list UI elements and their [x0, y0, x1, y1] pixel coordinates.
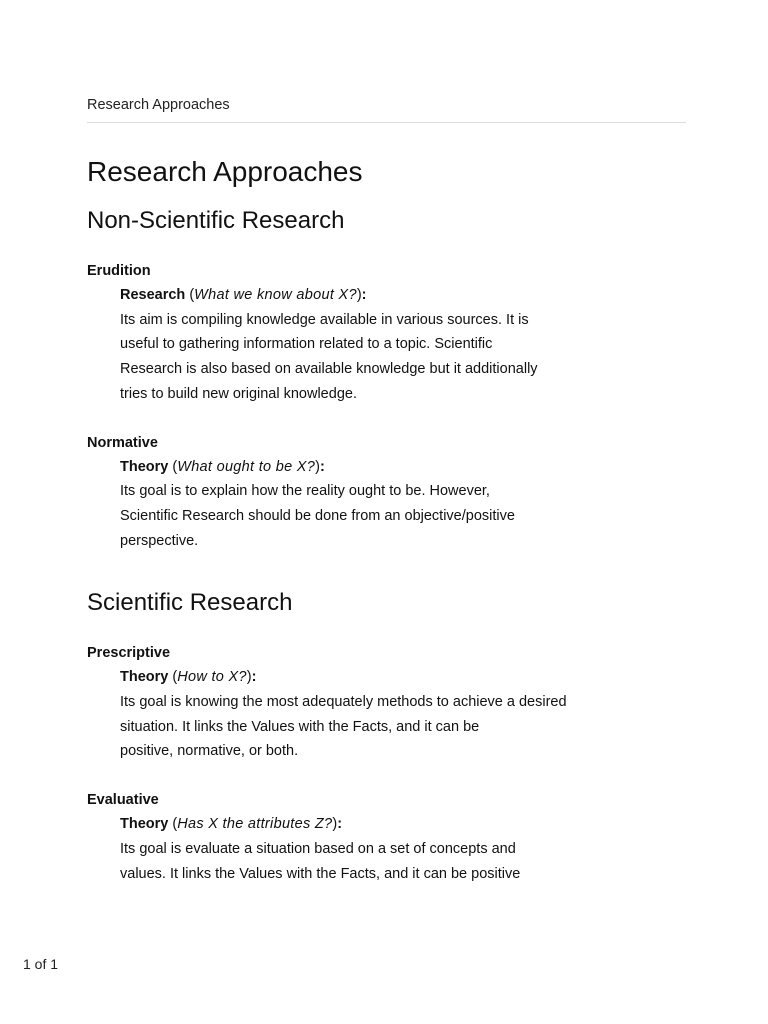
term-label-line: Theory (Has X the attributes Z?): — [120, 816, 343, 833]
term-label: Theory — [120, 458, 169, 475]
description-line: values. It links the Values with the Facts, and it can be positive — [120, 865, 521, 882]
term-label: Research — [120, 287, 186, 303]
term-name: Normative — [87, 434, 158, 451]
term-question: What ought to be X? — [177, 458, 316, 475]
running-title: Research Approaches — [87, 97, 230, 113]
description-line: tries to build new original knowledge. — [120, 385, 357, 402]
term-block — [87, 431, 687, 554]
term-name: Erudition — [87, 263, 151, 279]
term-label-line: Theory (What ought to be X?): — [120, 458, 325, 475]
section-heading: Scientific Research — [87, 589, 293, 617]
description-line: Its goal is knowing the most adequately methods to achieve a desired — [120, 694, 567, 711]
term-block — [87, 788, 687, 886]
term-label-line: Research (What we know about X?): — [120, 287, 367, 303]
term-definition — [87, 665, 590, 764]
section-heading: Non-Scientific Research — [87, 207, 345, 234]
header-divider — [87, 122, 686, 123]
term-question: Has X the attributes Z? — [177, 816, 333, 833]
term-description — [120, 690, 590, 764]
term-description — [120, 479, 590, 553]
description-line: Its goal is to explain how the reality ought to be. However, — [120, 483, 490, 500]
term-description — [120, 308, 590, 407]
description-line: Its aim is compiling knowledge available in various sources. It is — [120, 311, 529, 328]
description-line: Scientific Research should be done from an objective/positive — [120, 507, 515, 524]
term-question: How to X? — [177, 669, 247, 686]
description-line: useful to gathering information related to a topic. Scientific — [120, 336, 493, 353]
page-title: Research Approaches — [87, 156, 363, 187]
term-description — [120, 837, 590, 886]
description-line: situation. It links the Values with the Facts, and it can be — [120, 718, 480, 735]
term-definition — [87, 283, 590, 407]
term-name: Prescriptive — [87, 645, 171, 662]
term-block — [87, 259, 687, 407]
document-body — [87, 152, 687, 886]
description-line: positive, normative, or both. — [120, 743, 299, 760]
page-indicator: 1 of 1 — [23, 956, 59, 972]
term-label-line: Theory (How to X?): — [120, 669, 257, 686]
term-block — [87, 641, 687, 764]
description-line: Its goal is evaluate a situation based on a set of concepts and — [120, 840, 516, 857]
description-line: Research is also based on available knowledge but it additionally — [120, 361, 538, 378]
term-label: Theory — [120, 816, 169, 833]
term-name: Evaluative — [87, 792, 159, 809]
term-definition — [87, 812, 590, 886]
description-line: perspective. — [120, 532, 199, 549]
term-label: Theory — [120, 669, 169, 686]
term-question: What we know about X? — [194, 287, 357, 303]
term-definition — [87, 455, 590, 554]
